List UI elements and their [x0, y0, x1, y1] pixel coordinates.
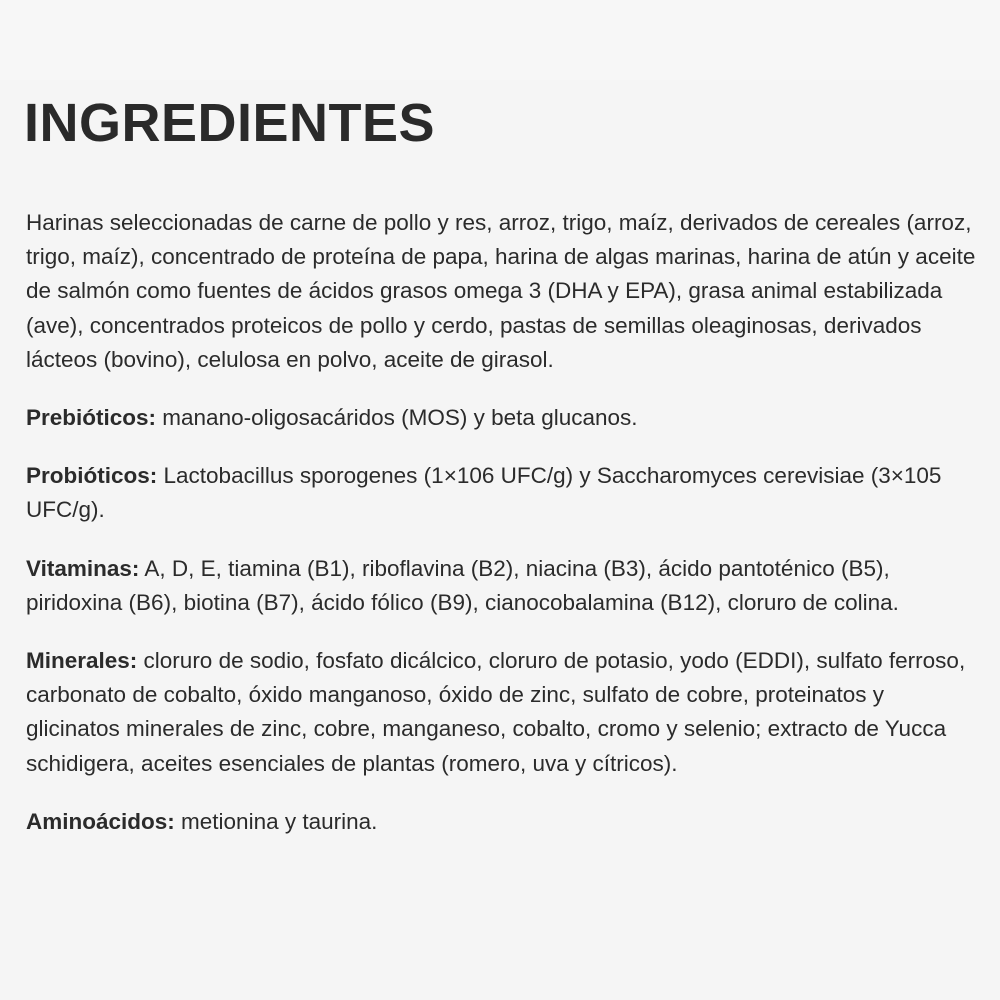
prebioticos-label: Prebióticos:	[26, 405, 157, 431]
aminoacidos-label: Aminoácidos:	[26, 808, 175, 834]
minerales-text: cloruro de sodio, fosfato dicálcico, cloruro de potasio, yodo (EDDI), sulfato ferroso, carbonato de cobalto, óxido manganoso, óxido de zinc, sulfato de cobre, proteinatos y glicinatos minerales de zinc, cobre, manganeso, cobalto, cromo y selenio; extracto de Yucca schidigera, aceites esenciales de plantas (romero, uva y cítricos).	[26, 648, 966, 776]
page-title: INGREDIENTES	[24, 93, 436, 153]
probioticos-text: Lactobacillus sporogenes (1×106 UFC/g) y Saccharomyces cerevisiae (3×105 UFC/g).	[26, 463, 942, 523]
prebioticos-text: manano-oligosacáridos (MOS) y beta glucanos.	[156, 405, 638, 431]
vitaminas-label: Vitaminas:	[26, 555, 140, 581]
minerales-label: Minerales:	[26, 648, 138, 674]
vitaminas-paragraph	[26, 552, 981, 620]
ingredients-content	[26, 206, 981, 863]
aminoacidos-paragraph	[26, 805, 981, 839]
top-band	[0, 0, 1000, 80]
intro-paragraph: Harinas seleccionadas de carne de pollo y res, arroz, trigo, maíz, derivados de cereales (arroz, trigo, maíz), concentrado de proteína de papa, harina de algas marinas, harina de atún y aceite de salmón como fuentes de ácidos grasos omega 3 (DHA y EPA), grasa animal estabilizada (ave), concentrados proteicos de pollo y cerdo, pastas de semillas oleaginosas, derivados lácteos (bovino), celulosa en polvo, aceite de girasol.	[26, 210, 976, 372]
probioticos-paragraph	[26, 459, 981, 527]
minerales-paragraph	[26, 644, 981, 781]
prebioticos-paragraph	[26, 401, 981, 435]
probioticos-label: Probióticos:	[26, 463, 158, 489]
aminoacidos-text: metionina y taurina.	[174, 808, 378, 834]
vitaminas-text: A, D, E, tiamina (B1), riboflavina (B2), niacina (B3), ácido pantoténico (B5), piridoxina (B6), biotina (B7), ácido fólico (B9), cianocobalamina (B12), cloruro de colina.	[26, 555, 899, 615]
